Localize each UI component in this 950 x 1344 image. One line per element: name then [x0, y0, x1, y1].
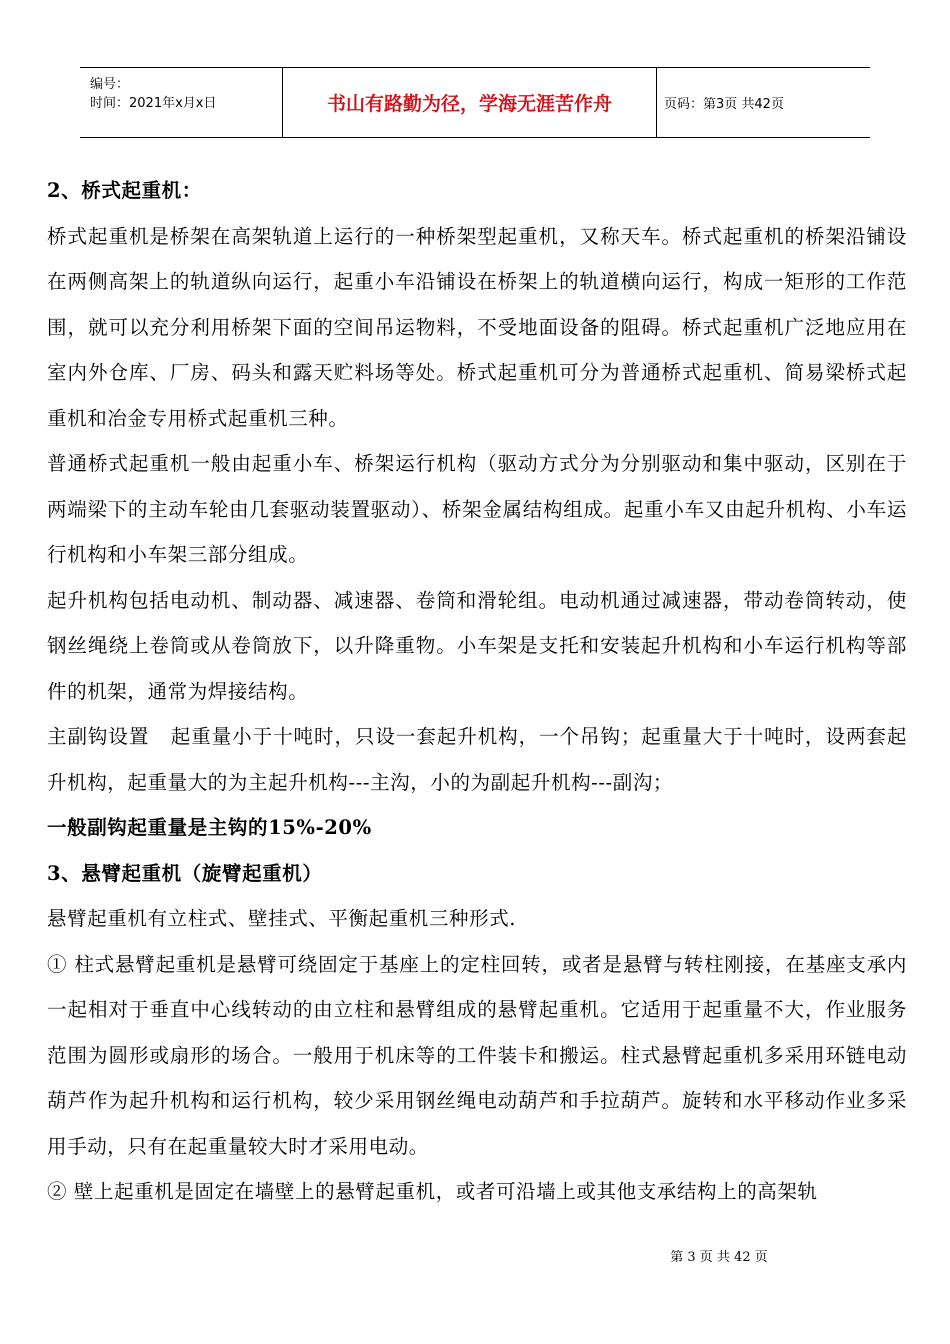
section-heading-2: 2、桥式起重机：: [47, 179, 202, 202]
hook-setup-title: 主副钩设置: [47, 725, 150, 748]
paragraph-bridge-crane-components: 普通桥式起重机一般由起重小车、桥架运行机构（驱动方式分为分别驱动和集中驱动，区别在于两端梁下的主动车轮由几套驱动装置驱动）、桥架金属结构组成。起重小车又由起升机构、小车运行机构和小车架三部分组成。: [47, 452, 907, 566]
paragraph-bridge-crane-intro: 桥式起重机是桥架在高架轨道上运行的一种桥架型起重机，又称天车。桥式起重机的桥架沿铺设在两侧高架上的轨道纵向运行，起重小车沿铺设在桥架上的轨道横向运行，构成一矩形的工作范围，就可以充分利用桥架下面的空间吊运物料，不受地面设备的阻碍。桥式起重机广泛地应用在室内外仓库、厂房、码头和露天贮料场等处。桥式起重机可分为普通桥式起重机、简易梁桥式起重机和冶金专用桥式起重机三种。: [47, 224, 907, 430]
header-time-label: 时间：2021年x月x日: [90, 96, 217, 111]
page-header: [80, 67, 870, 138]
paragraph-column-jib-crane: ① 柱式悬臂起重机是悬臂可绕固定于基座上的定柱回转，或者是悬臂与转柱刚接，在基座支承内一起相对于垂直中心线转动的由立柱和悬臂组成的悬臂起重机。它适用于起重量不大，作业服务范围为圆形或扇形的场合。一般用于机床等的工件装卡和搬运。柱式悬臂起重机多采用环链电动葫芦作为起升机构和运行机构，较少采用钢丝绳电动葫芦和手拉葫芦。旋转和水平移动作业多采用手动，只有在起重量较大时才采用电动。: [47, 952, 907, 1158]
paragraph-hook-ratio: 一般副钩起重量是主钩的15%-20%: [47, 816, 372, 839]
paragraph-wall-jib-crane: ② 壁上起重机是固定在墙壁上的悬臂起重机，或者可沿墙上或其他支承结构上的高架轨: [47, 1180, 818, 1203]
header-motto-cell: [282, 68, 657, 137]
header-meta: [80, 68, 282, 137]
header-motto: 书山有路勤为径，学海无涯苦作舟: [326, 93, 612, 115]
paragraph-hoisting-mechanism: 起升机构包括电动机、制动器、减速器、卷筒和滑轮组。电动机通过减速器，带动卷筒转动，使钢丝绳绕上卷筒或从卷筒放下，以升降重物。小车架是支托和安装起升机构和小车运行机构等部件的机架，通常为焊接结构。: [47, 588, 907, 703]
footer-page-number: 第 3 页 共 42 页: [670, 1250, 768, 1265]
header-page-cell: [656, 68, 870, 137]
header-page-info: 页码：第3页 共42页: [664, 97, 784, 112]
document-body: [47, 168, 907, 1215]
paragraph-jib-crane-types: 悬臂起重机有立柱式、壁挂式、平衡起重机三种形式.: [47, 907, 517, 930]
paragraph-hook-setup: [47, 714, 907, 805]
section-heading-3: 3、悬臂起重机（旋臂起重机）: [47, 861, 323, 885]
hook-setup-body: 起重量小于十吨时，只设一套起升机构，一个吊钩；起重量大于十吨时，设两套起升机构，起重量大的为主起升机构---主沟，小的为副起升机构---副沟；: [47, 725, 907, 794]
header-number-label: 编号：: [90, 77, 130, 92]
page-footer: [0, 1246, 950, 1265]
